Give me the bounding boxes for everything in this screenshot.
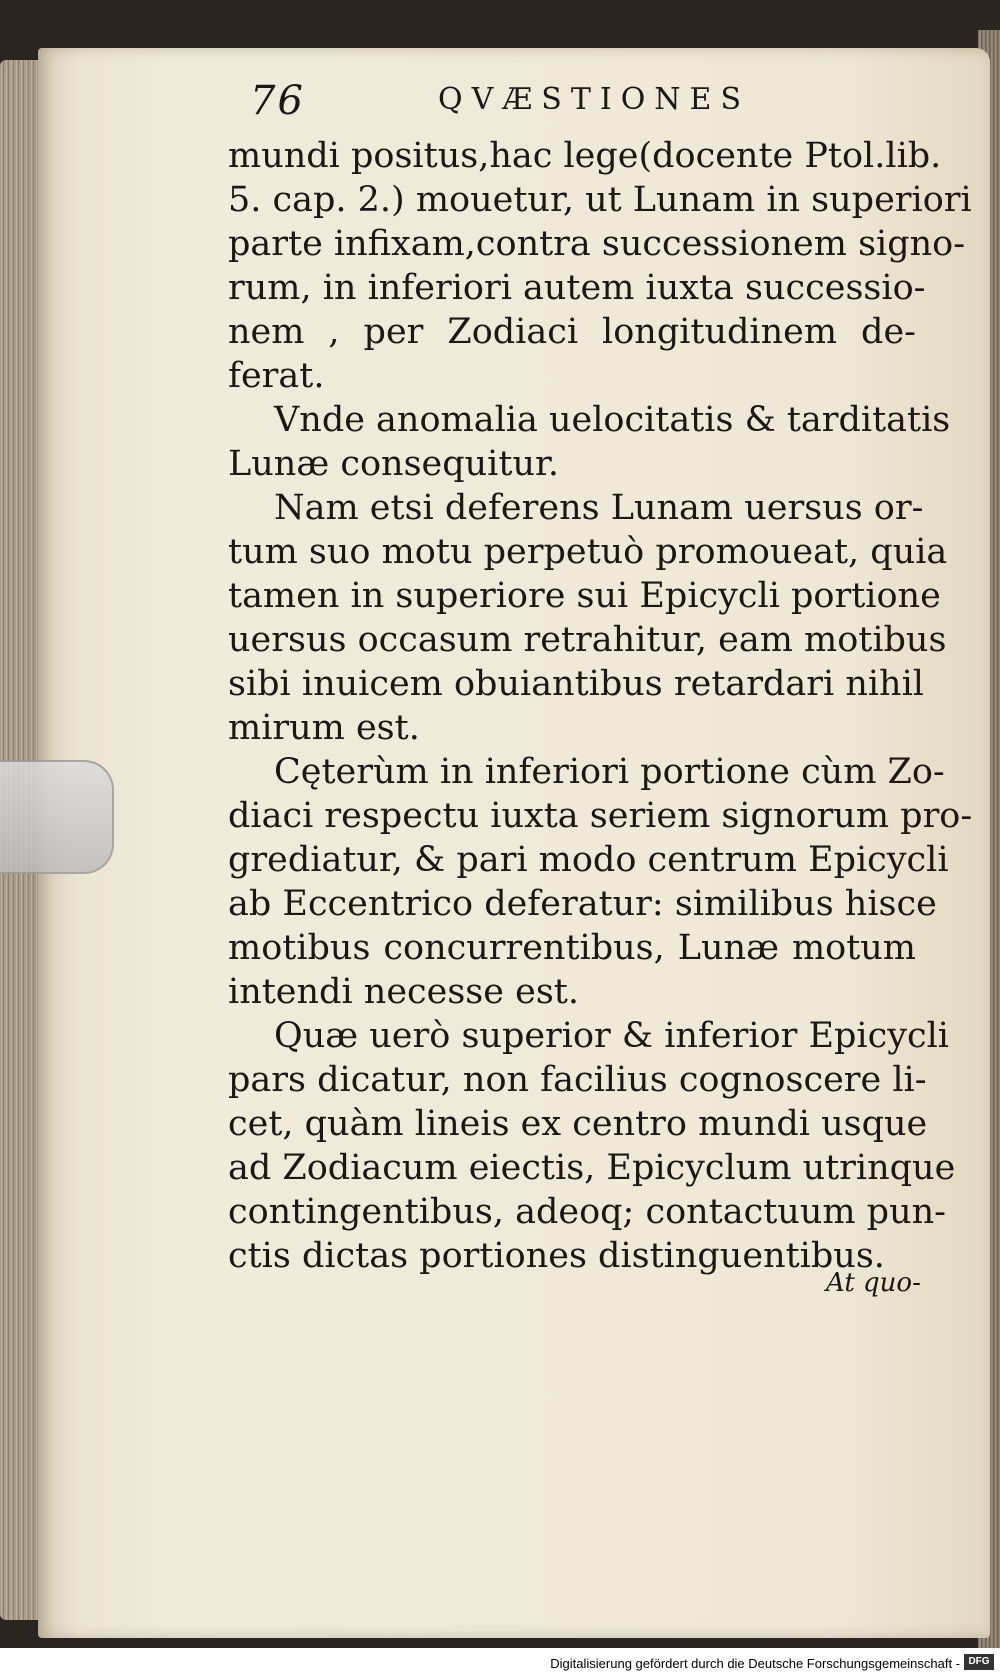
catchword: At quo- (826, 1268, 921, 1298)
text-line: uersus occasum retrahitur, eam motibus (228, 620, 947, 660)
text-line: Lunæ consequitur. (228, 444, 559, 484)
text-line: contingentibus, adeoq; contactuum pun- (228, 1192, 946, 1232)
text-line: Vnde anomalia uelocitatis & tarditatis (274, 400, 951, 440)
text-line: intendi necesse est. (228, 972, 579, 1012)
text-line: ctis dictas portiones distinguentibus. (228, 1236, 885, 1276)
footer (0, 1648, 1000, 1678)
page-marker-tab (0, 760, 114, 874)
dfg-logo-icon: DFG (964, 1654, 994, 1670)
paragraph-3 (228, 486, 948, 750)
text-line: ferat. (228, 356, 325, 396)
text-line: tamen in superiore sui Epicycli portione (228, 576, 941, 616)
paragraph-5 (228, 1014, 956, 1278)
text-line: diaci respectu iuxta seriem signorum pro- (228, 796, 973, 836)
text-line: mundi positus,hac lege(docente Ptol.lib. (228, 136, 942, 176)
text-line: Quæ uerò superior & inferior Epicycli (274, 1016, 949, 1056)
text-line: mirum est. (228, 708, 420, 748)
text-line: ad Zodiacum eiectis, Epicyclum utrinque (228, 1148, 956, 1188)
text-line: ab Eccentrico deferatur: similibus hisce (228, 884, 937, 924)
text-line: motibus concurrentibus, Lunæ motum (228, 928, 916, 968)
page-number: 76 (250, 78, 305, 124)
text-line: nem , per Zodiaci longitudinem de- (228, 312, 916, 352)
text-line: rum, in inferiori autem iuxta successio- (228, 268, 926, 308)
text-line: cet, quàm lineis ex centro mundi usque (228, 1104, 928, 1144)
text-line: parte infixam,contra successionem signo- (228, 224, 966, 264)
text-line: grediatur, & pari modo centrum Epicycli (228, 840, 949, 880)
text-line: 5. cap. 2.) mouetur, ut Lunam in superiori (228, 180, 972, 220)
text-line: Cęterùm in inferiori portione cùm Zo- (274, 752, 945, 792)
text-line: sibi inuicem obuiantibus retardari nihil (228, 664, 924, 704)
paragraph-4 (228, 750, 973, 1014)
text-line: tum suo motu perpetuò promoueat, quia (228, 532, 948, 572)
running-head (228, 78, 948, 134)
text-line: Nam etsi deferens Lunam uersus or- (274, 488, 924, 528)
text-block (228, 78, 973, 1278)
text-line: pars dicatur, non facilius cognoscere li- (228, 1060, 927, 1100)
paragraph-1 (228, 134, 972, 398)
paragraph-2 (228, 398, 951, 486)
footer-credit: Digitalisierung gefördert durch die Deutsche Forschungsgemeinschaft - (550, 1656, 960, 1671)
running-title: QVÆSTIONES (438, 82, 750, 117)
